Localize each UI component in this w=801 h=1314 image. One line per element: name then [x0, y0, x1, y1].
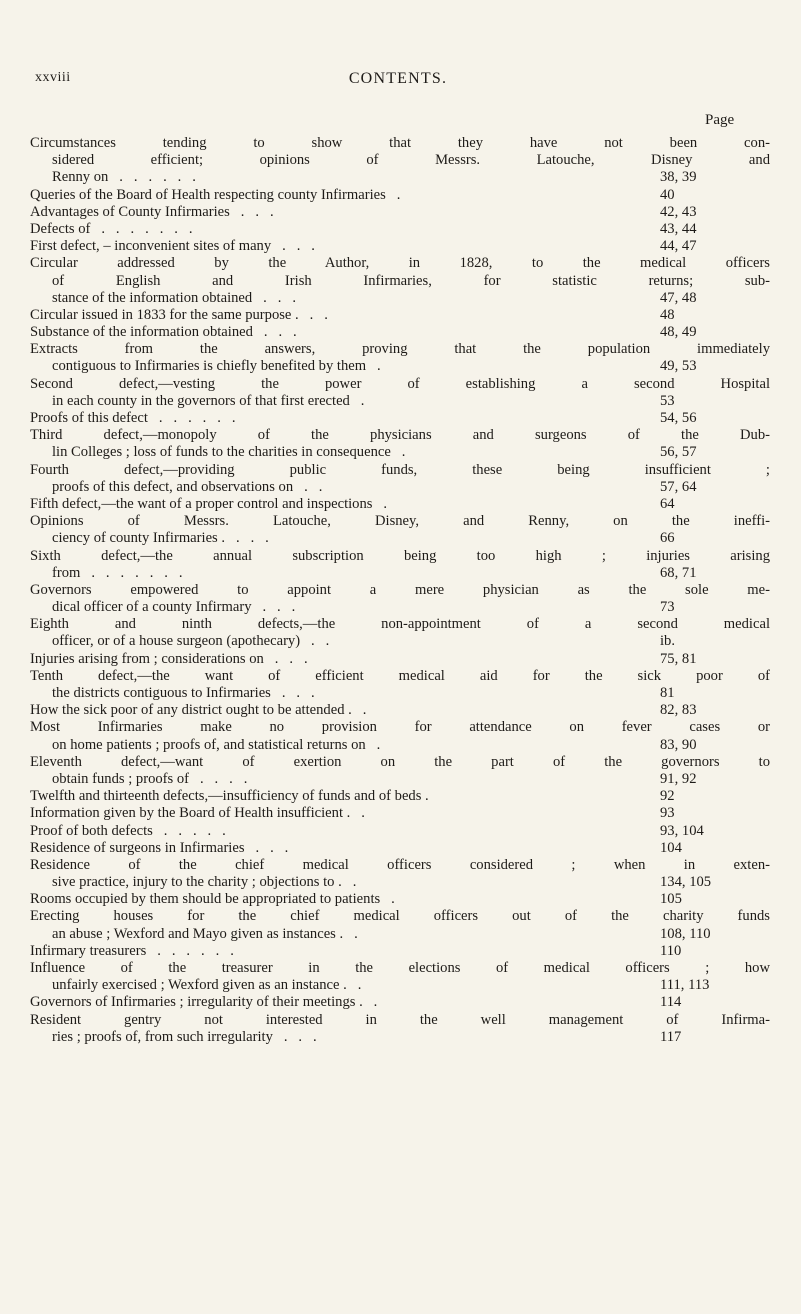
toc-entry-text: Twelfth and thirteenth defects,—insufficiency of funds and of beds .	[30, 788, 429, 805]
toc-page-number: 91, 92	[660, 770, 697, 787]
toc-entry-line	[30, 840, 770, 857]
toc-entry-line	[30, 324, 770, 341]
toc-entry-line	[30, 874, 770, 891]
toc-entry-line	[30, 599, 770, 616]
toc-entry	[30, 788, 770, 805]
toc-entry-text: How the sick poor of any district ought to be attended .	[30, 702, 352, 719]
leader-dots: .	[346, 977, 362, 994]
toc-entry-text: Erecting houses for the chief medical officers out of the charity funds	[30, 908, 770, 925]
toc-entry-text: Resident gentry not interested in the well management of Infirma-	[30, 1011, 770, 1028]
toc-entry-text: Governors empowered to appoint a mere physician as the sole me-	[30, 581, 770, 598]
toc-page-number: 57, 64	[660, 478, 697, 495]
toc-page-number: 47, 48	[660, 289, 697, 306]
toc-entry-text: the districts contiguous to Infirmaries	[52, 685, 271, 701]
leader-dots: . . . . . . .	[80, 564, 183, 581]
leader-dots: .	[343, 925, 358, 942]
toc-page-number: 44, 47	[660, 238, 697, 255]
leader-dots: .	[341, 874, 357, 891]
toc-entry-line	[30, 943, 770, 960]
toc-entry-line	[30, 358, 770, 375]
toc-entry-text: Renny on	[52, 169, 109, 186]
toc-entry-line	[30, 410, 770, 427]
toc-page-number: 54, 56	[660, 410, 697, 426]
toc-entry	[30, 891, 770, 908]
toc-entry	[30, 238, 770, 255]
page-column-label: Page	[705, 112, 735, 128]
toc-entry-line	[30, 805, 770, 822]
leader-dots: .	[349, 392, 365, 409]
leader-dots: . . .	[252, 289, 296, 306]
leader-dots: .	[350, 805, 365, 822]
toc-entry-line	[30, 582, 770, 599]
toc-entry-text: Circumstances tending to show that they have not been con-	[30, 135, 770, 151]
toc-entry-text: Infirmary treasurers	[30, 942, 147, 959]
toc-entry-text: Defects of	[30, 220, 91, 237]
toc-entry-text: Injuries arising from ; considerations on	[30, 650, 264, 667]
toc-entry-text: from	[52, 564, 81, 581]
toc-entry-text: Governors of Infirmaries ; irregularity of their meetings .	[30, 994, 363, 1011]
toc-entry-text: stance of the information obtained	[52, 289, 253, 306]
toc-entry-text: sidered efficient; opinions of Messrs. Latouche, Disney and	[52, 152, 770, 169]
toc-entry-text: sive practice, injury to the charity ; objections to .	[52, 874, 342, 891]
leader-dots: . . .	[251, 599, 296, 616]
toc-entry-line	[30, 633, 770, 650]
toc-page-number: 66	[660, 530, 675, 547]
toc-entry-line	[30, 1012, 770, 1029]
toc-page-number: 42, 43	[660, 203, 697, 220]
leader-dots: .	[366, 358, 381, 375]
toc-page-number: 108, 110	[660, 925, 711, 942]
toc-page-number: 48, 49	[660, 324, 697, 341]
toc-page-number: 93, 104	[660, 822, 704, 839]
toc-entry-text: Circular issued in 1833 for the same purpose .	[30, 306, 299, 323]
toc-entry-line	[30, 771, 770, 788]
toc-entry-text: on home patients ; proofs of, and statistical returns on	[52, 736, 366, 753]
leader-dots: . .	[293, 478, 323, 495]
toc-entry-text: Circular addressed by the Author, in 1828, to the medical officers	[30, 255, 770, 272]
toc-entry	[30, 823, 770, 840]
toc-entry	[30, 427, 770, 461]
toc-entry-text: Eleventh defect,—want of exertion on the part of the governors to	[30, 753, 770, 770]
toc-entry-line	[30, 204, 770, 221]
toc-entry-line	[30, 255, 770, 272]
toc-entry	[30, 994, 770, 1011]
toc-entry-text: Proofs of this defect	[30, 410, 148, 426]
toc-entry-text: Second defect,—vesting the power of establishing a second Hospital	[30, 375, 770, 392]
toc-entry-text: an abuse ; Wexford and Mayo given as instances .	[52, 925, 344, 942]
toc-entry-line	[30, 530, 770, 547]
leader-dots: .	[362, 994, 378, 1011]
toc-entry	[30, 582, 770, 616]
toc-page-number: 40	[660, 186, 675, 203]
toc-entry-line	[30, 926, 770, 943]
toc-entry-text: Residence of surgeons in Infirmaries	[30, 839, 245, 856]
toc-page-number: 56, 57	[660, 444, 697, 461]
toc-page-number: 64	[660, 495, 675, 512]
leader-dots: . . .	[263, 650, 308, 667]
toc-entry-text: Most Infirmaries make no provision for attendance on fever cases or	[30, 719, 770, 736]
toc-entry-line	[30, 994, 770, 1011]
toc-entry-text: officer, or of a house surgeon (apothecary)	[52, 633, 301, 650]
toc-entry-line	[30, 238, 770, 255]
toc-page-number: 75, 81	[660, 650, 697, 667]
toc-entry	[30, 805, 770, 822]
leader-dots: .	[390, 444, 406, 461]
toc-entry-line	[30, 169, 770, 186]
toc-entry-text: Advantages of County Infirmaries	[30, 203, 230, 220]
toc-entry-line	[30, 496, 770, 513]
toc-page-number: 117	[660, 1028, 682, 1045]
leader-dots: . . .	[272, 1028, 317, 1045]
toc-entry-text: contiguous to Infirmaries is chiefly benefited by them	[52, 358, 367, 375]
toc-page-number: 49, 53	[660, 358, 697, 375]
toc-entry	[30, 651, 770, 668]
toc-page-number: 73	[660, 599, 675, 616]
toc-entry-line	[30, 152, 770, 169]
toc-entry-line	[30, 187, 770, 204]
toc-entry-line	[30, 616, 770, 633]
toc-entry	[30, 1012, 770, 1046]
toc-entry-line	[30, 427, 770, 444]
leader-dots: . . .	[229, 203, 274, 220]
leader-dots: . . .	[225, 530, 269, 547]
toc-entry	[30, 496, 770, 513]
toc-page-number: 93	[660, 805, 675, 822]
toc-entry-text: ries ; proofs of, from such irregularity	[52, 1028, 273, 1045]
toc-page-number: 114	[660, 994, 682, 1011]
toc-entry-line	[30, 960, 770, 977]
toc-entry-line	[30, 479, 770, 496]
toc-entry	[30, 255, 770, 307]
toc-entry	[30, 135, 770, 187]
toc-entry	[30, 187, 770, 204]
toc-page-number: 43, 44	[660, 220, 697, 237]
toc-page-number: 81	[660, 685, 675, 701]
leader-dots: . .	[300, 633, 330, 650]
toc-entry-line	[30, 341, 770, 358]
toc-entry	[30, 324, 770, 341]
table-of-contents	[30, 135, 770, 1046]
toc-entry-text: obtain funds ; proofs of	[52, 770, 190, 787]
toc-entry	[30, 668, 770, 702]
toc-entry-line	[30, 651, 770, 668]
toc-entry-line	[30, 290, 770, 307]
toc-entry-line	[30, 857, 770, 874]
toc-page-number: 83, 90	[660, 736, 697, 753]
leader-dots: . . .	[252, 324, 297, 341]
toc-entry-line	[30, 754, 770, 771]
leader-dots: . . . . .	[152, 822, 226, 839]
toc-page-number: 110	[660, 942, 682, 959]
toc-entry-text: Influence of the treasurer in the elections of medical officers ; how	[30, 960, 770, 976]
toc-entry-line	[30, 376, 770, 393]
toc-entry-text: Opinions of Messrs. Latouche, Disney, and Renny, on the ineffi-	[30, 513, 770, 530]
toc-page-number: 53	[660, 392, 675, 409]
toc-entry	[30, 221, 770, 238]
toc-entry-line	[30, 788, 770, 805]
toc-entry-line	[30, 908, 770, 925]
leader-dots: .	[351, 702, 367, 719]
toc-entry	[30, 840, 770, 857]
toc-entry-text: Fourth defect,—providing public funds, these being insufficient ;	[30, 461, 770, 478]
page-folio: xxviii	[35, 70, 71, 85]
toc-page-number: 134, 105	[660, 874, 712, 891]
toc-entry-line	[30, 548, 770, 565]
toc-entry	[30, 943, 770, 960]
toc-entry-text: proofs of this defect, and observations on	[52, 478, 294, 495]
toc-entry	[30, 908, 770, 942]
toc-page-number: 38, 39	[660, 169, 697, 186]
toc-entry-text: Substance of the information obtained	[30, 324, 253, 341]
toc-entry	[30, 754, 770, 788]
toc-page-number: 105	[660, 891, 682, 908]
toc-entry-line	[30, 462, 770, 479]
toc-entry	[30, 307, 770, 324]
toc-entry	[30, 719, 770, 753]
toc-entry-text: of English and Irish Infirmaries, for statistic returns; sub-	[52, 272, 770, 289]
toc-entry-text: Eighth and ninth defects,—the non-appointment of a second medical	[30, 616, 770, 633]
toc-entry-line	[30, 737, 770, 754]
page-title: CONTENTS.	[348, 70, 448, 87]
leader-dots: . . . . . .	[146, 942, 234, 959]
toc-entry-text: Queries of the Board of Health respecting county Infirmaries	[30, 186, 386, 203]
toc-entry	[30, 857, 770, 891]
toc-entry-line	[30, 702, 770, 719]
toc-page-number: ib.	[660, 633, 675, 650]
leader-dots: . . .	[270, 685, 315, 701]
toc-entry-line	[30, 719, 770, 736]
toc-entry-line	[30, 668, 770, 685]
leader-dots: . . . . . .	[147, 410, 236, 426]
toc-entry-text: First defect, – inconvenient sites of many	[30, 238, 272, 255]
toc-page-number: 68, 71	[660, 564, 697, 581]
toc-entry-line	[30, 1029, 770, 1046]
toc-entry-line	[30, 823, 770, 840]
toc-entry-text: Sixth defect,—the annual subscription being too high ; injuries arising	[30, 547, 770, 564]
leader-dots: . . . . . .	[108, 169, 196, 186]
toc-entry	[30, 616, 770, 650]
toc-entry-text: dical officer of a county Infirmary	[52, 599, 252, 616]
leader-dots: . . . . . . .	[90, 220, 193, 237]
toc-entry	[30, 410, 770, 427]
leader-dots: .	[385, 186, 401, 203]
running-head	[35, 70, 761, 92]
toc-entry-line	[30, 513, 770, 530]
toc-entry-text: Extracts from the answers, proving that the population immediately	[30, 341, 770, 358]
toc-page-number: 104	[660, 839, 682, 856]
leader-dots: .	[365, 736, 381, 753]
leader-dots: . . .	[271, 238, 315, 255]
toc-entry-text: unfairly exercised ; Wexford given as an instance .	[52, 977, 347, 994]
toc-entry-text: lin Colleges ; loss of funds to the charities in consequence	[52, 444, 391, 461]
toc-entry	[30, 702, 770, 719]
leader-dots: . . . .	[189, 770, 248, 787]
toc-entry-text: Proof of both defects	[30, 822, 153, 839]
toc-entry-line	[30, 221, 770, 238]
toc-entry-line	[30, 685, 770, 702]
toc-page-number: 82, 83	[660, 702, 697, 719]
toc-entry	[30, 513, 770, 547]
toc-entry-line	[30, 977, 770, 994]
toc-entry-text: Information given by the Board of Health insufficient .	[30, 805, 351, 822]
toc-entry-line	[30, 565, 770, 582]
toc-entry-line	[30, 891, 770, 908]
toc-entry	[30, 341, 770, 375]
toc-entry-line	[30, 393, 770, 410]
toc-entry-line	[30, 307, 770, 324]
toc-entry	[30, 960, 770, 994]
leader-dots: . .	[298, 306, 328, 323]
toc-entry	[30, 548, 770, 582]
leader-dots: .	[372, 495, 388, 512]
toc-entry-text: Third defect,—monopoly of the physicians and surgeons of the Dub-	[30, 427, 770, 444]
toc-entry	[30, 204, 770, 221]
toc-entry-line	[30, 273, 770, 290]
toc-page-number: 48	[660, 306, 675, 323]
toc-page-number: 92	[660, 788, 675, 805]
toc-entry-text: Residence of the chief medical officers considered ; when in exten-	[30, 856, 770, 873]
leader-dots: .	[380, 891, 395, 908]
toc-entry-line	[30, 135, 770, 152]
toc-page-number: 111, 113	[660, 977, 710, 994]
toc-entry-text: Rooms occupied by them should be appropriated to patients	[30, 891, 381, 908]
toc-entry-text: Tenth defect,—the want of efficient medical aid for the sick poor of	[30, 667, 770, 684]
toc-entry-text: ciency of county Infirmaries .	[52, 530, 226, 547]
toc-entry-text: Fifth defect,—the want of a proper control and inspections	[30, 495, 373, 512]
toc-entry	[30, 376, 770, 410]
toc-entry	[30, 462, 770, 496]
leader-dots: . . .	[244, 839, 289, 856]
toc-entry-text: in each county in the governors of that first erected	[52, 392, 350, 409]
toc-entry-line	[30, 444, 770, 461]
